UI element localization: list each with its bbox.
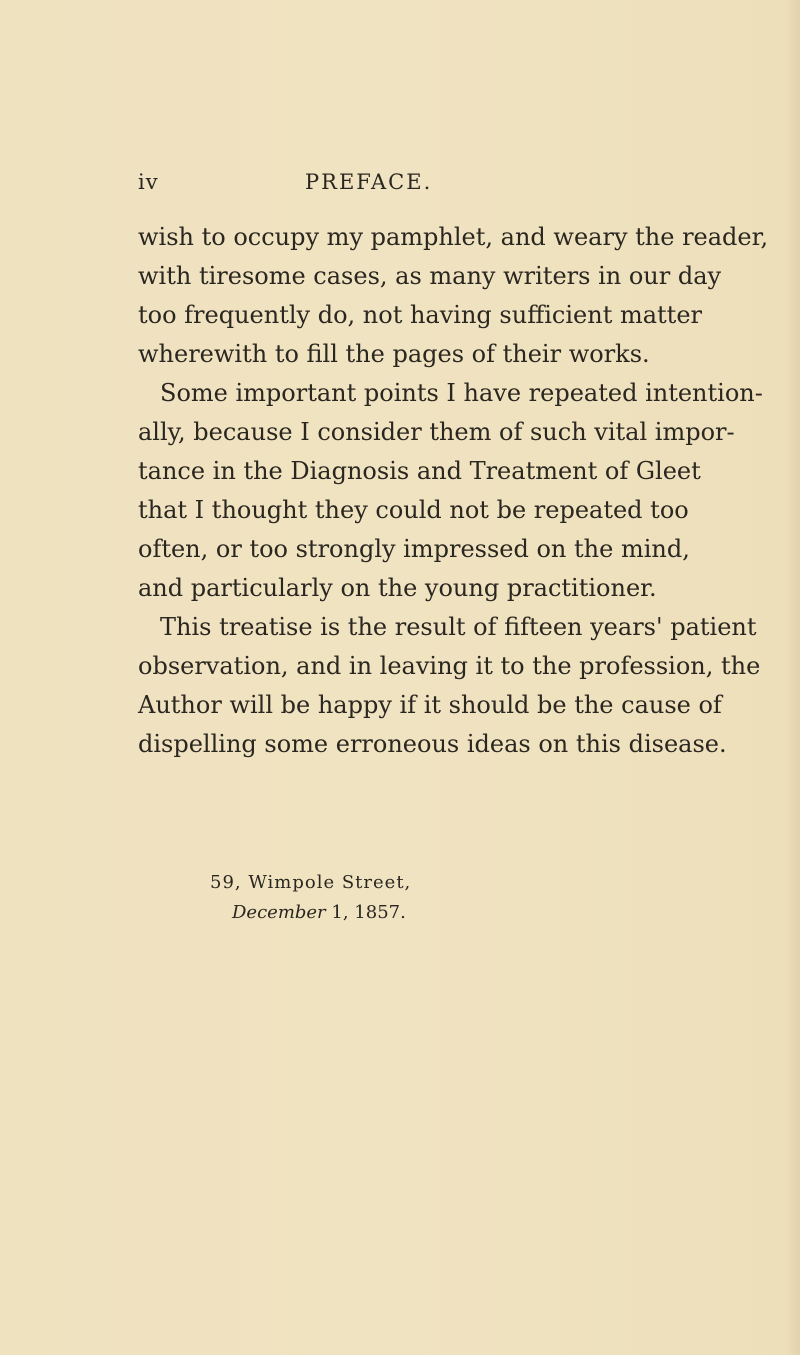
signature-address: 59, Wimpole Street, (210, 872, 412, 893)
text-line: tance in the Diagnosis and Treatment of Gleet (138, 457, 701, 485)
page-edge-shadow (786, 0, 800, 1355)
text-line: ally, because I consider them of such vital impor- (138, 418, 735, 446)
text-line: that I thought they could not be repeated too (138, 496, 689, 524)
signature-date-rest: 1, 1857. (325, 902, 406, 923)
preface-text (138, 218, 769, 764)
running-title: PREFACE. (305, 170, 433, 194)
signature-date-month: December (232, 902, 326, 923)
running-head (138, 170, 678, 200)
text-line: too frequently do, not having sufficient matter (138, 301, 702, 329)
signature-block (210, 868, 411, 928)
text-line: wherewith to fill the pages of their works. (138, 340, 650, 368)
signature-date (210, 898, 411, 928)
text-line: This treatise is the result of fifteen years' patient (160, 613, 757, 641)
text-line: dispelling some erroneous ideas on this disease. (138, 730, 727, 758)
text-line: Author will be happy if it should be the cause of (138, 691, 722, 719)
text-line: often, or too strongly impressed on the mind, (138, 535, 690, 563)
text-line: and particularly on the young practitioner. (138, 574, 657, 602)
text-line: wish to occupy my pamphlet, and weary the reader, (138, 223, 769, 251)
page-number: iv (138, 170, 159, 194)
text-line: with tiresome cases, as many writers in our day (138, 262, 722, 290)
text-line: Some important points I have repeated intention- (160, 379, 763, 407)
text-line: observation, and in leaving it to the profession, the (138, 652, 761, 680)
